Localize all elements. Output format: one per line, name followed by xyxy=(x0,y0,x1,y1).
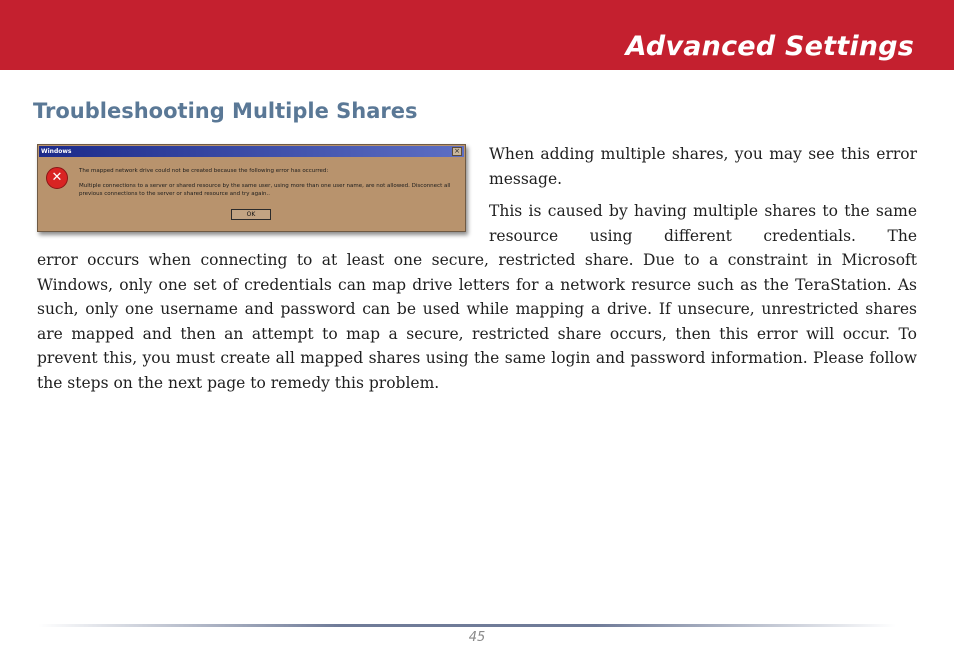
section-title: Troubleshooting Multiple Shares xyxy=(33,99,418,123)
error-x-icon: ✕ xyxy=(46,167,68,189)
header-title: Advanced Settings xyxy=(625,31,914,62)
page-number: 45 xyxy=(468,630,486,645)
dialog-window-title: Windows xyxy=(41,148,72,155)
header-band xyxy=(0,0,954,70)
paragraph-cause-rest: error occurs when connecting to at least one secure, restricted share. Due to a constraint in Microsoft Windows, only one set of credentials can map drive letters for a network resurce such as the TeraStation. As such, only one username and password can be used while mapping a drive. If unsecure, unrestricted shares are mapped and then an attempt to map a secure, restricted share occurs, then this error will occur. To prevent this, you must create all mapped shares using the same login and password information. Please follow the steps on the next page to remedy this problem. xyxy=(37,251,917,392)
dialog-message-line2: Multiple connections to a server or shared resource by the same user, using more than one user name, are not allowed. Disconnect all previous connections to the server or shared resource and try again.. xyxy=(79,183,451,197)
dialog-titlebar xyxy=(39,146,464,157)
paragraph-intro: When adding multiple shares, you may see this error message. xyxy=(489,145,917,188)
error-dialog-screenshot xyxy=(37,144,466,232)
close-icon: × xyxy=(452,147,462,156)
footer-rule xyxy=(38,624,896,627)
paragraph-cause-top: This is caused by having multiple shares to the same resource using different credentials. The xyxy=(489,202,917,245)
dialog-ok-button: OK xyxy=(231,209,271,220)
dialog-message-line1: The mapped network drive could not be created because the following error has occurred: xyxy=(79,168,329,174)
